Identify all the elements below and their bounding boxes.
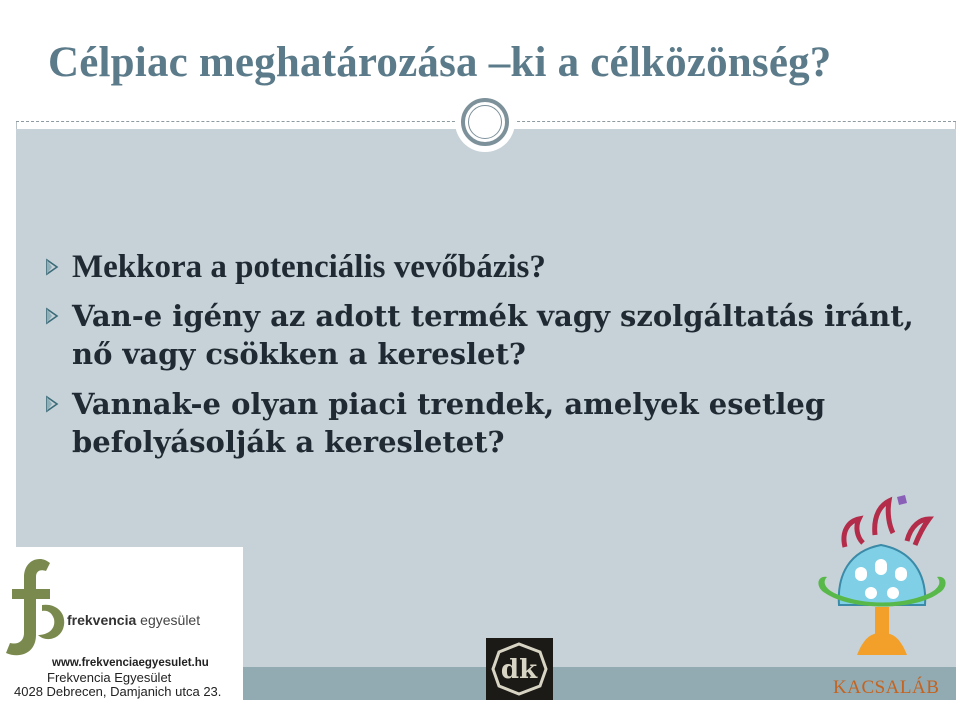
dk-logo-icon: [486, 638, 553, 700]
slide-title: Célpiac meghatározása –ki a célközönség?: [48, 39, 832, 86]
divider-circle-icon: [461, 98, 509, 146]
bullet-text: Vannak-e olyan piaci trendek, amelyek esetleg befolyásolják a keresletet?: [72, 387, 826, 459]
frekvencia-f-icon: [2, 555, 72, 665]
logo-address: 4028 Debrecen, Damjanich utca 23.: [14, 684, 222, 699]
arrow-bullet-icon: [44, 297, 66, 335]
bullet-item: [44, 297, 944, 373]
logo-org-name: Frekvencia Egyesület: [47, 670, 172, 685]
arrow-bullet-icon: [44, 385, 66, 423]
dk-logo-text: dk: [500, 655, 538, 685]
bullet-item: [44, 385, 944, 461]
castle-logo: [815, 495, 950, 670]
frekvencia-name: [67, 612, 200, 628]
bullet-list: [44, 248, 944, 461]
bullet-text: Mekkora a potenciális vevőbázis?: [72, 249, 546, 285]
kacsalab-logo-text: KACSALÁB: [833, 677, 940, 698]
logo-name-bold: frekvencia: [67, 612, 137, 628]
bullet-item: [44, 248, 944, 286]
bullet-text: Van-e igény az adott termék vagy szolgáltatás iránt, nő vagy csökken a kereslet?: [72, 299, 914, 371]
logo-website: www.frekvenciaegyesulet.hu: [52, 657, 209, 669]
logo-name-light: egyesület: [140, 612, 201, 628]
dk-monogram-logo: [486, 638, 553, 700]
arrow-bullet-icon: [44, 248, 66, 286]
